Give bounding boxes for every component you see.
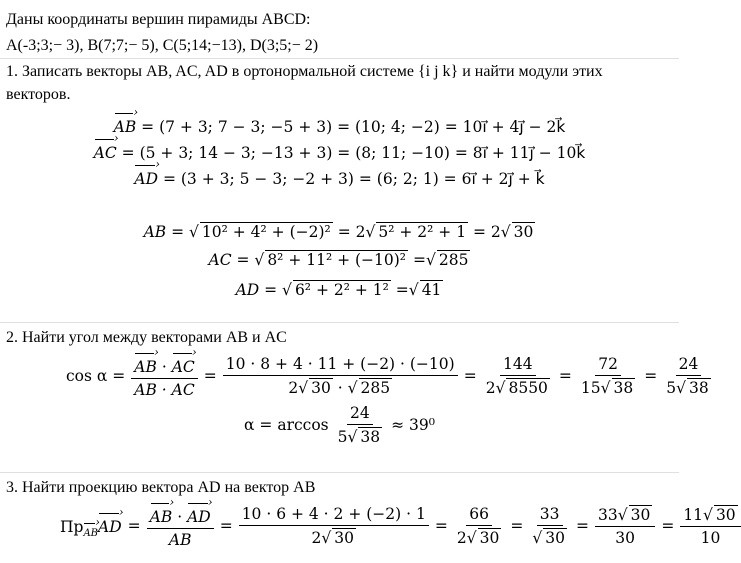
- cos-f2-num: 10 · 8 + 4 · 11 + (−2) · (−10): [223, 355, 458, 376]
- proj-g3-den-r: 30: [479, 528, 500, 547]
- proj-g5-den: 30: [615, 528, 635, 547]
- vector-ac-expression: = (5 + 3; 14 − 3; −13 + 3) = (8; 11; −10) = 8i⃗ + 11j⃗ − 10k⃗: [121, 144, 586, 162]
- proj-g1-num-dot: ·: [177, 508, 183, 526]
- cos-fraction-1: [131, 352, 197, 399]
- modulus-ab-mid: = 2: [337, 223, 366, 241]
- alpha-num: 24: [347, 404, 373, 425]
- cos-formula: cos α = $\frac{AB › \cdot AC ›}{AB \cdot AC}$ = $\frac{10 \cdot 8 + 4 \cdot 11 + (-2) \cdot (-10)}{2√ 30 \cdot √ 285}$ = $\frac{144}{2√ 8550}$ = $\frac{72}{15√ 38}$ = $\frac{24}{5√ 38}$: [66, 352, 714, 399]
- proj-g6-num-pre: 11: [683, 505, 704, 524]
- cos-f5-den-pre: 5: [666, 378, 677, 397]
- vertex-coordinates: A(-3;3;− 3), B(7;7;− 5), C(5;14;−13), D(3;5;− 2): [6, 37, 319, 54]
- vector-ad-expression: = (3 + 3; 5 − 3; −2 + 3) = (6; 2; 1) = 6i⃗ + 2j⃗ + k⃗: [162, 170, 545, 188]
- cos-f3-num: 144: [500, 355, 536, 376]
- divider: [0, 58, 679, 59]
- vector-ac-row: [0, 138, 679, 162]
- cos-f1-num-dot: ·: [161, 358, 167, 376]
- projection-fraction-4: $\frac{33}{√ 30}$: [532, 504, 565, 547]
- proj-g6-den: 10: [700, 528, 721, 547]
- projection-lhs: [60, 512, 122, 539]
- projection-label: Пр: [60, 517, 84, 536]
- cos-f1-num-b: AC ›: [172, 352, 195, 376]
- proj-g1-den: AB: [168, 531, 192, 549]
- cos-f2-den-r2: 285: [360, 378, 391, 397]
- cos-fraction-5: $\frac{24}{5√ 38}$: [666, 354, 709, 397]
- proj-g4-num: 33: [537, 505, 563, 526]
- cos-f2-den-dot: ·: [337, 378, 343, 397]
- projection-fraction-6: $\frac{11√ 30}{10}$: [680, 505, 740, 547]
- modulus-ac-mid: =: [412, 251, 426, 269]
- modulus-ac: AC = √ 8² + 11² + (−10)² =√ 285: [208, 251, 469, 269]
- divider: [0, 322, 679, 323]
- proj-g2-num: 10 · 6 + 4 · 2 + (−2) · 1: [239, 505, 429, 526]
- projection-fraction-5: $\frac{33√ 30}{30}$: [595, 505, 655, 547]
- alpha-den-pre: 5: [337, 428, 348, 446]
- modulus-ab: AB = √ 10² + 4² + (−2)² = 2√ 5² + 2² + 1 = 2√ 30: [143, 223, 534, 241]
- divider: [0, 472, 679, 473]
- projection-fraction-2: $\frac{10 \cdot 6 + 4 \cdot 2 + (-2) \cdot 1}{2√ 30}$: [239, 505, 429, 547]
- proj-g4-den-r: 30: [545, 528, 565, 547]
- modulus-ab-root2: 5² + 2² + 1: [378, 223, 467, 241]
- vector-ad-symbol: AD ›: [134, 164, 158, 188]
- cos-f2-den-r1: 30: [311, 378, 331, 397]
- problem-title: Даны координаты вершин пирамиды ABCD:: [6, 11, 311, 28]
- projection-fraction-3: $\frac{66}{2√ 30}$: [456, 504, 500, 547]
- cos-f4-num: 72: [595, 355, 621, 376]
- cos-f4-den-r: 38: [613, 378, 634, 397]
- cos-fraction-3: $\frac{144}{2√ 8550}$: [485, 354, 548, 397]
- proj-g2-den-pre: 2: [311, 528, 322, 547]
- cos-f5-den-r: 38: [689, 378, 709, 397]
- cos-f1-den: AB · AC: [134, 381, 195, 399]
- modulus-ad-root: 6² + 2² + 1²: [294, 281, 389, 299]
- modulus-ab-lhs: AB =: [143, 223, 185, 241]
- task2-heading: 2. Найти угол между векторами AB и AC: [6, 329, 287, 346]
- modulus-ab-end: = 2: [473, 223, 501, 241]
- projection-formula: $Пр_{AB}$ ›AD › = $\frac{AB › \cdot AD ›}{AB}$ = $\frac{10 \cdot 6 + 4 \cdot 2 + (-2) \cdot 1}{2√ 30}$ = $\frac{66}{2√ 30}$ = $\frac{33}{√ 30}$ = $\frac{33√ 30}{30}$ = $\frac{11√ 30}{10}$: [60, 502, 741, 549]
- cos-f3-den-r: 8550: [508, 378, 548, 397]
- cos-f3-den-pre: 2: [485, 378, 496, 397]
- vector-ab-row: [0, 112, 679, 136]
- alpha-fraction: $\frac{24}{5√ 38}$: [337, 404, 381, 446]
- cos-f1-num-a: AB ›: [134, 352, 157, 376]
- modulus-ad: AD = √ 6² + 2² + 1² =√ 41: [235, 281, 442, 299]
- modulus-ac-root: 8² + 11² + (−10)²: [267, 251, 407, 269]
- modulus-ab-root3: 30: [513, 223, 534, 241]
- cos-fraction-4: $\frac{72}{15√ 38}$: [580, 354, 634, 397]
- task1-heading-cont: векторов.: [6, 86, 71, 103]
- cos-fraction-2: $\frac{10 \cdot 8 + 4 \cdot 11 + (-2) \cdot (-10)}{2√ 30 \cdot √ 285}$: [223, 355, 458, 397]
- modulus-ab-root: 10² + 4² + (−2)²: [201, 223, 331, 241]
- proj-g6-num-r: 30: [715, 505, 736, 524]
- proj-g1-num-b: AD ›: [187, 502, 211, 526]
- cos-lhs: cos α =: [66, 366, 126, 385]
- task1-heading: 1. Записать векторы AB, AC, AD в ортонормальной системе {i j k} и найти модули этих: [6, 63, 603, 80]
- proj-g1-num-a: AB ›: [150, 502, 173, 526]
- modulus-ac-root2: 285: [438, 251, 469, 269]
- projection-sub: $_{AB}$ ›: [83, 522, 98, 539]
- modulus-ad-lhs: AD =: [235, 281, 278, 299]
- modulus-ad-mid: =: [395, 281, 409, 299]
- task3-heading: 3. Найти проекцию вектора AD на вектор AB: [6, 479, 316, 496]
- alpha-result: ≈ 39⁰: [391, 416, 435, 434]
- vector-ab-symbol: AB ›: [114, 112, 137, 136]
- proj-g2-den-r: 30: [334, 528, 354, 547]
- proj-g3-num: 66: [466, 505, 492, 526]
- proj-g5-num-r: 30: [630, 505, 651, 524]
- cos-f5-num: 24: [676, 355, 702, 376]
- vector-ac-symbol: AC ›: [94, 138, 117, 162]
- alpha-formula: [0, 404, 679, 446]
- proj-g3-den-pre: 2: [456, 528, 467, 547]
- proj-g5-num-pre: 33: [597, 505, 618, 524]
- vector-ab-expression: = (7 + 3; 7 − 3; −5 + 3) = (10; 4; −2) = 10i⃗ + 4j⃗ − 2k⃗: [141, 118, 566, 136]
- vector-ad-row: [0, 164, 679, 188]
- alpha-den-r: 38: [360, 428, 381, 446]
- alpha-lhs: α = arccos: [244, 416, 329, 434]
- modulus-ad-root2: 41: [421, 281, 442, 299]
- cos-f4-den-pre: 15: [580, 378, 601, 397]
- projection-fraction-1: [147, 502, 214, 549]
- projection-vec: AD ›: [98, 512, 122, 536]
- modulus-ac-lhs: AC =: [208, 251, 250, 269]
- cos-f2-den-pre: 2: [288, 378, 299, 397]
